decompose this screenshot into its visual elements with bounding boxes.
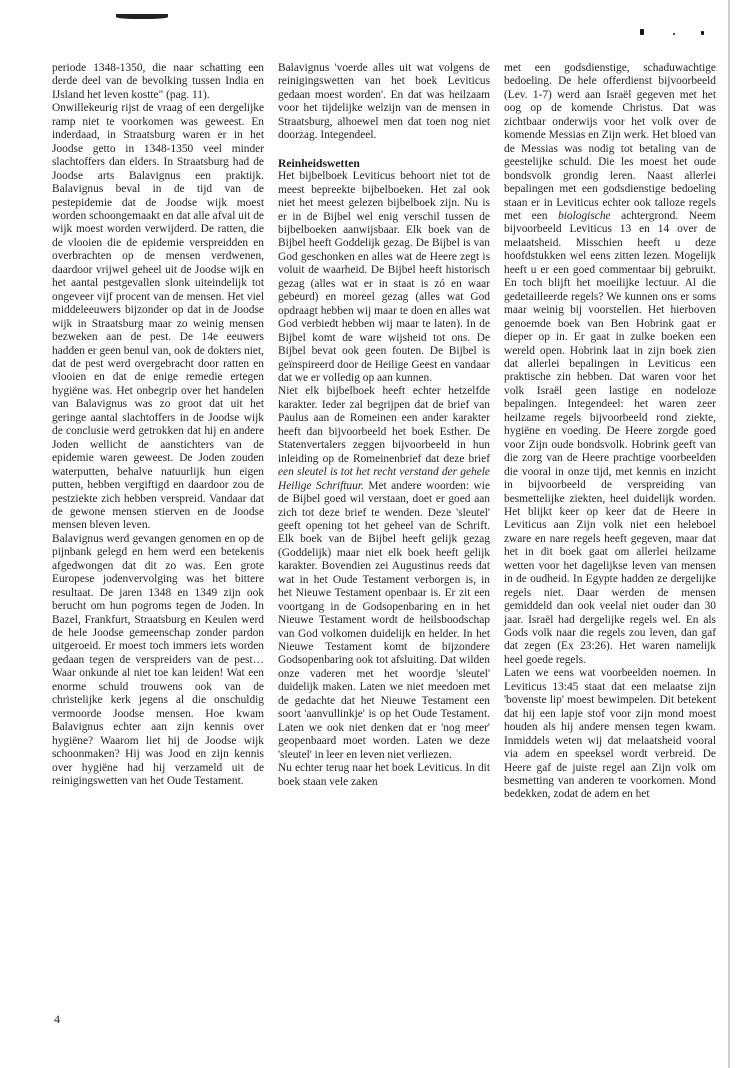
scan-speck-marks (638, 28, 708, 38)
column-3 (504, 62, 716, 802)
scan-right-edge (728, 0, 730, 1068)
col2-paragraph-4: Nu echter terug naar het boek Leviticus. In dit boek staan vele zaken (278, 762, 490, 788)
col3-paragraph-1-emphasis: biologische (558, 209, 611, 222)
col2-paragraph-3-quote: een sleutel is tot het recht verstand der gehele Heilige Schriftuur. (278, 466, 490, 492)
col2-paragraph-2: Het bijbelboek Leviticus behoort niet tot de meest bepreekte bijbelboeken. Het zal ook niet het meest gelezen bijbelboek zijn. Nu is er in de Bijbel wel enig verschil tussen de bijbelboeken aanwijsbaar. Elk boek van de Bijbel heeft Goddelijk gezag. De Bijbel is van God geschonken en alles wat de Heere zegt is voluit de waarheid. De Bijbel heeft historisch gezag (alles wat er in staat is zó en waar gebeurd) en moreel gezag (alles wat God opdraagt hebben wij maar te doen en alles wat God verbiedt hebben wij maar te laten). In de Bijbel komt de ware wijsheid tot ons. De Bijbel bevat ook geen fouten. De Bijbel is geïnspireerd door de Heilige Geest en vandaar dat we er volledig op aan kunnen. (278, 170, 490, 384)
col2-paragraph-3 (278, 385, 490, 762)
col3-paragraph-2: Laten we eens wat voorbeelden noemen. In Leviticus 13:45 staat dat een melaatse zijn 'bovenste lip' moest bewimpelen. Dit betekent dat hij een lapje stof voor zijn mond moest houden als hij andere mensen tegen kwam. Inmiddels weten wij dat melaatsheid vooral via adem en speeksel wordt verbreid. De Heere gaf de juiste regel aan Zijn volk om besmetting van anderen te voorkomen. Mond bedekken, zodat de adem en het (504, 667, 716, 801)
column-2 (278, 62, 490, 802)
col2-paragraph-1: Balavignus 'voerde alles uit wat volgens de reinigingswetten van het boek Leviticus gedaan moest worden'. En dat was heilzaam voor het tijdelijke welzijn van de mensen in Straatsburg, alhoewel men dat toen nog niet doorzag. Integendeel. (278, 62, 490, 142)
col1-paragraph-1: periode 1348-1350, die naar schatting een derde deel van de bevolking tussen India en IJsland het leven kostte" (pag. 11). (52, 62, 264, 101)
col3-paragraph-1 (504, 62, 716, 667)
section-heading-reinheidswetten: Reinheidswetten (278, 156, 360, 170)
page-number: 4 (54, 1012, 60, 1026)
col1-paragraph-2: Onwillekeurig rijst de vraag of een dergelijke ramp niet te voorkomen was geweest. En inderdaad, in Straatsburg waren er in het Joodse getto in 1348-1350 veel minder slachtoffers dan elders. In Straatsburg had de Joodse arts Balavignus een praktijk. Balavignus beval in de tijd van de pestepidemie dat de Joodse wijk moest worden schoongemaakt en dat alle afval uit de wijk moest worden verwijderd. De ratten, die de vlooien die de epidemie verspreidden en overbrachten op de mensen verdwenen, daardoor vrijwel geheel uit de Joodse wijk en het aantal pestgevallen slonk uiteindelijk tot ongeveer vijf procent van de mensen. Het viel middeleeuwers bijzonder op dat in de Joodse wijk in Straatsburg maar zo weinig mensen bezweken aan de pest. De 14e eeuwers hadden er geen benul van, ook de dokters niet, dat de pest werd overgebracht door ratten en vlooien en dat de enige remedie ertegen hygiëne was. Het onbegrip over het handelen van Balavignus was zo groot dat uit het geringe aantal slachtoffers in de Joodse wijk de conclusie werd getrokken dat hij en andere Joden wellicht de aanstichters van de epidemie waren geweest. De Joden zouden waterputten, behalve natuurlijk hun eigen putten, hebben vergiftigd en daardoor zou de pestziekte zich hebben verspreid. Vandaar dat de gewone mensen stierven en de Joodse mensen bleven leven. (52, 102, 264, 532)
col2-paragraph-3-text-b: Met andere woorden: wie de Bijbel goed wil verstaan, doet er goed aan zich tot deze brief te wenden. Deze 'sleutel' geeft opening tot het geheel van de Schrift. Elk boek van de Bijbel heeft gelijk gezag (Goddelijk) maar niet elk boek heeft gelijk karakter. Bovendien zei Augustinus reeds dat wat in het Oude Testament verborgen is, in het Nieuwe Testament openbaar is. Er zit een voortgang in de Godsopenbaring en in het Nieuwe Testament wordt de heilsboodschap van God volkomen duidelijk en helder. In het Nieuwe Testament komt de bijzondere Godsopenbaring ook tot afsluiting. Dat wilden onze vaderen met het woordje 'sleutel' duidelijk maken. Laten we niet meedoen met de gedachte dat het Nieuwe Testament een soort 'aanvullinkje' is op het Oude Testament. Laten we ook niet denken dat er 'nog meer' geopenbaard moet worden. Laten we deze 'sleutel' in leer en leven niet verliezen. (278, 479, 490, 761)
col2-paragraph-3-text-a: Niet elk bijbelboek heeft echter hetzelfde karakter. Ieder zal begrijpen dat de brief van Paulus aan de Romeinen een ander karakter heeft dan bijvoorbeeld het boek Esther. De Statenvertalers zeggen bijvoorbeeld in hun inleiding op de Romeinenbrief dat deze brief (278, 385, 490, 465)
col3-paragraph-1-text-a: met een godsdienstige, schaduwachtige bedoeling. De hele offerdienst bijvoorbeeld (Lev. 1-7) werd aan Israël gegeven met het oog op de komende Christus. Dat was zichtbaar onderwijs voor het volk over de komende Messias en Zijn werk. Het bloed van de Messias was nodig tot betaling van de geestelijke schuld. Die les moest het oude bondsvolk grondig leren. Naast allerlei bepalingen met een godsdienstige bedoeling staan er in Leviticus echter ook talloze regels met een (504, 62, 716, 222)
article-columns (52, 62, 716, 802)
col3-paragraph-1-text-b: achtergrond. Neem bijvoorbeeld Leviticus 13 en 14 over de melaatsheid. Misschien heeft u deze hoofdstukken wel eens zitten lezen. Mogelijk heeft u er een goed commentaar bij gebruikt. En toch blijft het moeilijke lectuur. Al die gedetailleerde regels? We kunnen ons er soms maar weinig bij voorstellen. Het hierboven genoemde boek van Ben Hobrink gaat er dieper op in. Er gaat in zulke boeken een wereld open. Hobrink laat in zijn boek zien dat allerlei bepalingen in Leviticus een praktische zin hebben. Dat waren voor het volk Israël geen lastige en nodeloze bepalingen. Integendeel: het waren zeer heilzame regels bijvoorbeeld rond ziekte, hygiëne en voeding. De Heere zorgde goed voor Zijn oude bondsvolk. Hobrink geeft van die zorg van de Heere prachtige voorbeelden die vooral in onze tijd, met kennis en inzicht in bijvoorbeeld de verspreiding van besmettelijke ziekten, heel duidelijk worden. Het blijkt keer op keer dat de Heere in Leviticus aan Zijn volk niet een heleboel zware en nare regels heeft gegeven, maar dat het in dit boek gaat om allerlei heilzame wetten voor het dagelijkse leven van mensen in de oudheid. In Egypte hadden ze dergelijke regels niet. Daar werden de mensen gemiddeld dan ook veelal niet ouder dan 30 jaar. Israël had dergelijke regels wel. En als Gods volk naar die regels zou leven, dan gaf dat zegen (Ex 23:26). Het waren namelijk heel goede regels. (504, 209, 716, 666)
column-1 (52, 62, 264, 802)
col1-paragraph-3: Balavignus werd gevangen genomen en op de pijnbank gelegd en hem werd een betekenis afgedwongen dat dit zo was. Een grote Europese jodenvervolging was het bittere resultaat. De jaren 1348 en 1349 zijn ook berucht om hun pogroms tegen de Joden. In Bazel, Frankfurt, Straatsburg en Keulen werd de hele Joodse gemeenschap zonder pardon uitgeroeid. Er moest toch immers iets worden gedaan tegen de verspreiders van de pest… Waar onkunde al niet toe kan leiden! Wat een enorme schuld trouwens ook van de christelijke kerk jegens al die onschuldig vermoorde Joodse mensen. Hoe kwam Balavignus echter aan zijn kennis over hygiëne? Waarom liet hij de Joodse wijk schoonmaken? Hij was Jood en zijn kennis over hygiëne had hij verzameld uit de reinigingswetten van het Oude Testament. (52, 532, 264, 788)
scan-top-edge-mark (116, 14, 168, 19)
